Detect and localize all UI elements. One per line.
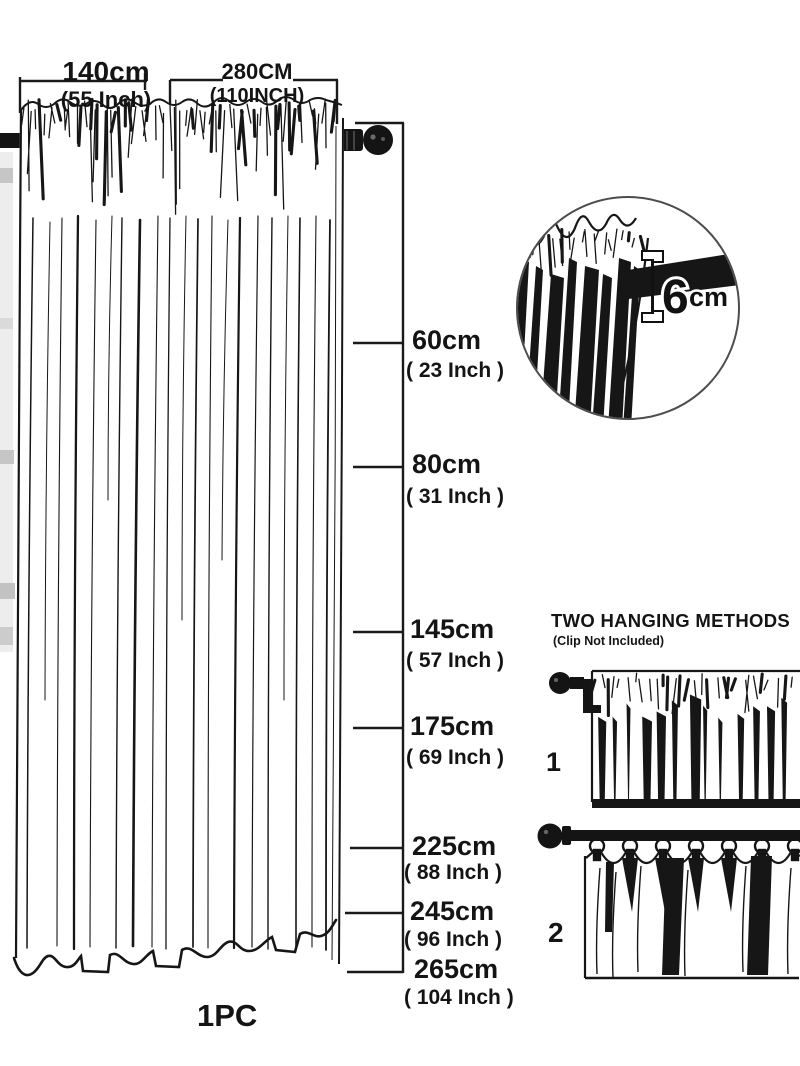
method-1-illustration (549, 671, 800, 808)
length-marker-cm: 60cm (412, 325, 482, 355)
hanging-methods-title: TWO HANGING METHODS (551, 610, 790, 631)
length-marker-inch: ( 23 Inch ) (406, 359, 505, 382)
panel-width-inch: (55 Inch) (60, 87, 152, 112)
length-marker-cm: 245cm (410, 896, 495, 926)
pocket-size-unit: cm (689, 282, 729, 312)
window-frame-strips (0, 152, 15, 652)
method-2-number: 2 (548, 917, 564, 948)
length-marker-inch: ( 31 Inch ) (406, 485, 505, 508)
length-marker-cm: 145cm (410, 614, 495, 644)
method1-finial-ball (549, 672, 571, 694)
method2-finial-ball (538, 824, 563, 849)
method-1-number: 1 (546, 747, 562, 777)
total-width-cm: 280CM (221, 59, 293, 84)
curtain-panel-illustration (14, 97, 344, 975)
panel-width-cm: 140cm (62, 56, 150, 87)
length-marker-inch: ( 88 Inch ) (404, 861, 503, 884)
pocket-size-value: 6 (662, 271, 689, 324)
length-marker-cm: 225cm (412, 831, 497, 861)
length-marker-inch: ( 57 Inch ) (406, 649, 505, 672)
length-marker-inch: ( 96 Inch ) (404, 928, 503, 951)
length-marker-cm: 265cm (414, 954, 499, 984)
rod-pocket-inset (508, 197, 748, 430)
rod-finial-ball (363, 125, 393, 155)
length-marker-inch: ( 69 Inch ) (406, 746, 505, 769)
piece-count-label: 1PC (197, 998, 258, 1033)
length-marker-cm: 175cm (410, 711, 495, 741)
method-2-illustration (538, 824, 800, 979)
length-marker-inch: ( 104 Inch ) (404, 986, 514, 1009)
hanging-methods-subtitle: (Clip Not Included) (553, 634, 665, 648)
total-width-inch: (110INCH) (209, 85, 305, 107)
length-marker-cm: 80cm (412, 449, 482, 479)
